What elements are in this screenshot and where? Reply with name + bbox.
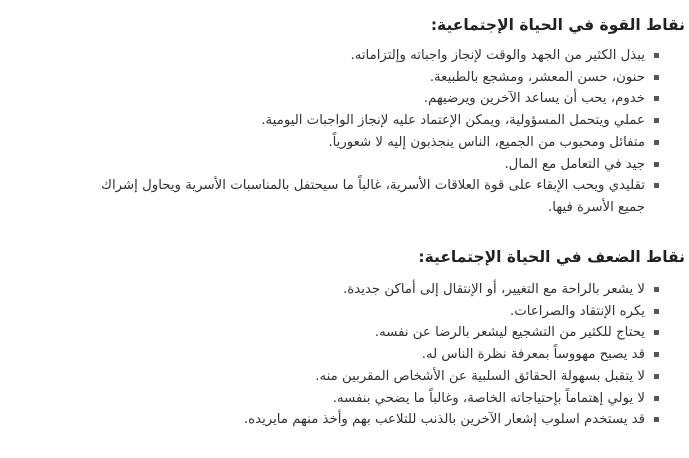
list-item (19, 344, 659, 366)
weaknesses-heading: نقاط الضعف في الحياة الإجتماعية: (418, 248, 685, 266)
list-item (19, 88, 659, 110)
list-item-text: لا يشعر بالراحة مع التغيير، أو الإنتقال إلى أماكن جديدة. (343, 282, 645, 297)
list-item-text: متفائل ومحبوب من الجميع، الناس ينجذبون إليه لا شعورياً. (328, 134, 645, 150)
list-item (19, 388, 659, 410)
list-item-text: قد يستخدم اسلوب إشعار الآخرين بالذنب للتلاعب بهم وأخذ منهم مايريده. (243, 412, 645, 428)
list-item-text: يبذل الكثير من الجهد والوقت لإنجاز واجباته وإلتزاماته. (350, 48, 645, 63)
list-item-text: لا يتقبل بسهولة الحقائق السلبية عن الأشخاص المقربين منه. (315, 368, 645, 384)
list-item-text: جيد في التعامل مع المال. (504, 156, 645, 172)
bullet-icon (654, 374, 659, 379)
bullet-icon (654, 396, 659, 401)
bullet-icon (654, 417, 659, 422)
strengths-list (19, 45, 659, 219)
list-item-text: تقليدي ويحب الإبقاء على قوة العلاقات الأسرية، غالباً ما سيحتفل بالمناسبات الأسرية ويحاول إشراك جميع الأسرة فيها. (101, 178, 645, 215)
strengths-heading: نقاط القوة في الحياة الإجتماعية: (430, 16, 685, 34)
bullet-icon (654, 53, 659, 58)
list-item (19, 132, 659, 154)
list-item-text: لا يولي إهتماماً بإحتياجاته الخاصة، وغالباً ما يضحي بنفسه. (332, 390, 645, 406)
bullet-icon (654, 75, 659, 80)
list-item (19, 409, 659, 431)
list-item-text: حنون، حسن المعشر، ومشجع بالطبيعة. (429, 69, 645, 85)
bullet-icon (654, 96, 659, 101)
bullet-icon (654, 183, 659, 188)
bullet-icon (654, 309, 659, 314)
list-item (101, 175, 659, 218)
list-item-text: يكره الإنتقاد والصراعات. (510, 303, 645, 319)
weaknesses-list (19, 279, 659, 431)
list-item (19, 154, 659, 176)
list-item (19, 110, 659, 132)
bullet-icon (654, 118, 659, 123)
list-item-text: قد يصبح مهووساً بمعرفة نظرة الناس له. (421, 347, 645, 363)
list-item (19, 366, 659, 388)
bullet-icon (654, 162, 659, 167)
list-item (19, 279, 659, 301)
list-item-text: يحتاج للكثير من التشجيع ليشعر بالرضا عن نفسه. (374, 325, 645, 341)
list-item (19, 301, 659, 323)
bullet-icon (654, 140, 659, 145)
list-item (19, 45, 659, 67)
bullet-icon (654, 330, 659, 335)
bullet-icon (654, 352, 659, 357)
list-item (19, 322, 659, 344)
list-item-text: عملي ويتحمل المسؤولية، ويمكن الإعتماد عليه لإنجاز الواجبات اليومية. (261, 113, 645, 129)
list-item (19, 67, 659, 89)
bullet-icon (654, 287, 659, 292)
list-item-text: خدوم، يحب أن يساعد الآخرين ويرضيهم. (423, 91, 645, 107)
